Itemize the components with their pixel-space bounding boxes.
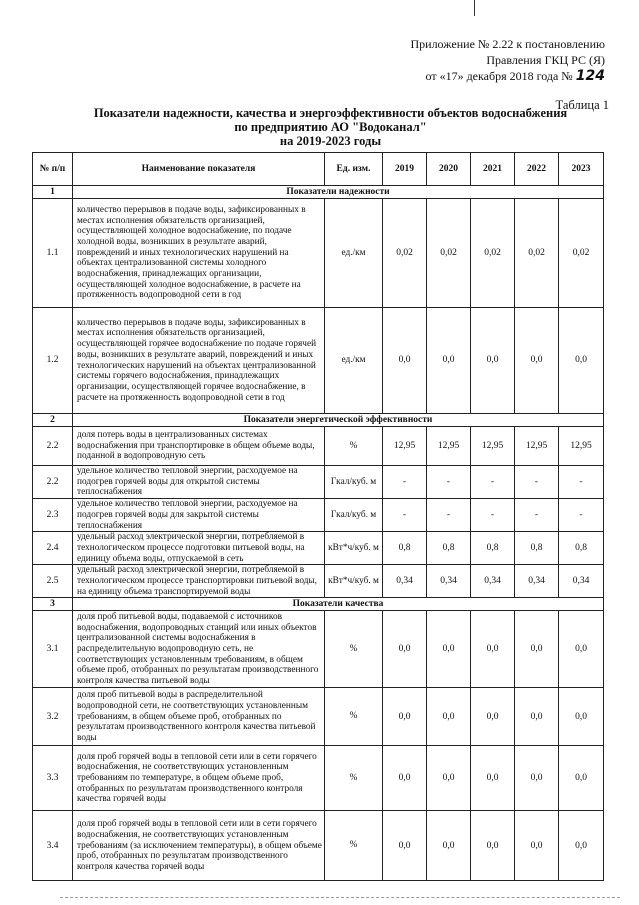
row-number: 3.1 xyxy=(33,611,73,688)
table-row xyxy=(33,688,604,746)
indicator-name: доля потерь воды в централизованных системах водоснабжения при транспортировке в общем объеме воды, поданной в водопроводную сеть xyxy=(73,427,325,466)
indicator-unit: ед./км xyxy=(325,308,383,414)
document-header xyxy=(410,36,605,84)
indicator-value: 0,0 xyxy=(471,308,515,414)
indicator-value: - xyxy=(427,499,471,532)
indicator-value: 0,0 xyxy=(383,688,427,746)
indicator-value: 0,0 xyxy=(471,688,515,746)
row-number: 2.5 xyxy=(33,565,73,598)
table-row xyxy=(33,532,604,565)
indicator-value: 0,0 xyxy=(559,688,604,746)
indicator-value: - xyxy=(559,499,604,532)
indicator-name: доля проб питьевой воды в распределительной водопроводной сети, не соответствующих установленным требованиям, в общем объеме проб, отобранных по результатам производственного контроля качества питьевой воды xyxy=(73,688,325,746)
indicator-value: 12,95 xyxy=(515,427,559,466)
indicator-value: 0,0 xyxy=(383,811,427,881)
section-number: 1 xyxy=(33,186,73,199)
indicator-value: 0,8 xyxy=(383,532,427,565)
table-body xyxy=(33,186,604,881)
indicator-value: 0,0 xyxy=(427,811,471,881)
indicator-value: 0,8 xyxy=(559,532,604,565)
section-number: 2 xyxy=(33,414,73,427)
indicator-value: - xyxy=(515,466,559,499)
indicator-value: 0,34 xyxy=(515,565,559,598)
header-line-3 xyxy=(410,68,605,84)
table-row xyxy=(33,746,604,811)
row-number: 2.3 xyxy=(33,499,73,532)
col-header-year: 2021 xyxy=(471,153,515,186)
indicator-name: количество перерывов в подаче воды, зафиксированных в местах исполнения обязательств организацией, осуществляющей горячее водоснабжение по подаче горячей воды, возникших в результате аварий, повреждений и иных технологических нарушений на объектах централизованной системы горячего водоснабжения, принадлежащих организации, осуществляющей горячее водоснабжение, в расчете на протяженность водопроводной сети в год xyxy=(73,308,325,414)
indicator-value: 0,0 xyxy=(383,746,427,811)
indicator-unit: % xyxy=(325,811,383,881)
table-header-row xyxy=(33,153,604,186)
indicator-value: 0,0 xyxy=(427,308,471,414)
col-header-year: 2019 xyxy=(383,153,427,186)
row-number: 1.1 xyxy=(33,199,73,308)
section-row xyxy=(33,414,604,427)
indicator-value: 0,0 xyxy=(427,746,471,811)
indicator-value: 0,0 xyxy=(383,611,427,688)
row-number: 2.4 xyxy=(33,532,73,565)
table-label: Таблица 1 xyxy=(555,98,609,112)
indicator-value: 12,95 xyxy=(427,427,471,466)
table-row xyxy=(33,565,604,598)
indicator-value: 0,34 xyxy=(471,565,515,598)
indicator-unit: % xyxy=(325,427,383,466)
indicator-name: удельное количество тепловой энергии, расходуемое на подогрев горячей воды для открытой системы теплоснабжения xyxy=(73,466,325,499)
indicator-value: 0,0 xyxy=(515,688,559,746)
indicator-value: 0,0 xyxy=(559,308,604,414)
indicator-value: 0,0 xyxy=(559,611,604,688)
indicator-value: 0,02 xyxy=(471,199,515,308)
table-row xyxy=(33,466,604,499)
title-line-1: Показатели надежности, качества и энергоэффективности объектов водоснабжения xyxy=(93,106,568,120)
section-title: Показатели качества xyxy=(73,598,604,611)
indicator-unit: ед./км xyxy=(325,199,383,308)
indicator-value: 12,95 xyxy=(383,427,427,466)
indicator-name: удельный расход электрической энергии, потребляемой в технологическом процессе подготовки питьевой воды, на единицу объема воды, отпускаемой в сеть xyxy=(73,532,325,565)
row-number: 2.2 xyxy=(33,466,73,499)
section-title: Показатели энергетической эффективности xyxy=(73,414,604,427)
indicator-unit: Гкал/куб. м xyxy=(325,466,383,499)
indicator-value: 0,02 xyxy=(427,199,471,308)
row-number: 3.3 xyxy=(33,746,73,811)
indicator-value: - xyxy=(515,499,559,532)
indicator-value: 0,0 xyxy=(515,811,559,881)
section-title: Показатели надежности xyxy=(73,186,604,199)
scan-mark xyxy=(474,0,475,16)
row-number: 3.2 xyxy=(33,688,73,746)
indicator-value: 0,0 xyxy=(427,611,471,688)
col-header-unit: Ед. изм. xyxy=(325,153,383,186)
col-header-year: 2022 xyxy=(515,153,559,186)
indicator-value: - xyxy=(559,466,604,499)
row-number: 1.2 xyxy=(33,308,73,414)
indicator-value: 0,8 xyxy=(515,532,559,565)
col-header-year: 2023 xyxy=(559,153,604,186)
header-line-2: Правления ГКЦ РС (Я) xyxy=(486,53,605,67)
indicator-value: 0,02 xyxy=(383,199,427,308)
indicator-name: количество перерывов в подаче воды, зафиксированных в местах исполнения обязательств организацией, осуществляющей холодное водоснабжение, по подаче холодной воды, возникших в результате аварий, повреждений и иных технологических нарушений на объектах централизованной системы холодного водоснабжения, принадлежащих организации, осуществляющей холодное водоснабжение, в расчете на протяженность водопроводной сети в год xyxy=(73,199,325,308)
indicator-value: 0,02 xyxy=(559,199,604,308)
title-line-3: на 2019-2023 годы xyxy=(279,134,382,148)
row-number: 3.4 xyxy=(33,811,73,881)
indicator-unit: % xyxy=(325,746,383,811)
indicator-value: 12,95 xyxy=(471,427,515,466)
indicator-value: 0,02 xyxy=(515,199,559,308)
indicator-name: доля проб питьевой воды, подаваемой с источников водоснабжения, водопроводных станций или иных объектов централизованной системы водоснабжения в распределительную водопроводную сеть, не соответствующих установленным требованиям, в общем объеме проб, отобранных по результатам производственного контроля качества питьевой воды xyxy=(73,611,325,688)
indicator-value: - xyxy=(383,499,427,532)
table-row xyxy=(33,199,604,308)
section-row xyxy=(33,598,604,611)
table-row xyxy=(33,308,604,414)
indicator-value: 0,0 xyxy=(559,811,604,881)
row-number: 2.2 xyxy=(33,427,73,466)
header-date: от «17» декабря 2018 года № xyxy=(425,69,573,83)
indicator-name: доля проб горячей воды в тепловой сети или в сети горячего водоснабжения, не соответствующих установленным требованиям по температуре, в общем объеме проб, отобранных по результатам производственного контроля качества горячей воды xyxy=(73,746,325,811)
section-row xyxy=(33,186,604,199)
col-header-num: № п/п xyxy=(33,153,73,186)
page-title xyxy=(58,106,603,148)
indicator-value: 0,34 xyxy=(383,565,427,598)
indicator-value: 0,8 xyxy=(427,532,471,565)
indicator-value: 0,0 xyxy=(471,746,515,811)
indicator-value: - xyxy=(427,466,471,499)
indicators-table xyxy=(32,152,604,881)
table-row xyxy=(33,611,604,688)
indicator-value: 0,8 xyxy=(471,532,515,565)
col-header-year: 2020 xyxy=(427,153,471,186)
indicator-unit: кВт*ч/куб. м xyxy=(325,565,383,598)
indicator-value: 0,0 xyxy=(471,811,515,881)
indicator-unit: кВт*ч/куб. м xyxy=(325,532,383,565)
table-row xyxy=(33,427,604,466)
indicator-value: - xyxy=(471,499,515,532)
indicator-name: удельное количество тепловой энергии, расходуемое на подогрев горячей воды для закрытой системы теплоснабжения xyxy=(73,499,325,532)
indicator-value: 0,0 xyxy=(427,688,471,746)
indicator-value: 0,0 xyxy=(559,746,604,811)
section-number: 3 xyxy=(33,598,73,611)
page-bottom-line xyxy=(60,897,620,898)
handwritten-number: 124 xyxy=(575,68,605,84)
indicator-value: - xyxy=(383,466,427,499)
indicator-unit: % xyxy=(325,688,383,746)
indicator-unit: Гкал/куб. м xyxy=(325,499,383,532)
indicator-value: - xyxy=(471,466,515,499)
indicator-name: доля проб горячей воды в тепловой сети или в сети горячего водоснабжения, не соответствующих установленным требованиям (за исключением температуры), в общем объеме проб, отобранных по результатам производственного контроля качества горячей воды xyxy=(73,811,325,881)
indicator-name: удельный расход электрической энергии, потребляемой в технологическом процессе транспортировки питьевой воды, на единицу объема транспортируемой воды xyxy=(73,565,325,598)
indicator-value: 0,0 xyxy=(471,611,515,688)
indicator-value: 0,0 xyxy=(515,611,559,688)
col-header-name: Наименование показателя xyxy=(73,153,325,186)
header-line-1: Приложение № 2.22 к постановлению xyxy=(410,37,605,51)
title-line-2: по предприятию АО "Водоканал" xyxy=(234,120,427,134)
indicator-value: 0,34 xyxy=(559,565,604,598)
table-row xyxy=(33,499,604,532)
indicator-value: 0,34 xyxy=(427,565,471,598)
indicator-value: 12,95 xyxy=(559,427,604,466)
indicator-value: 0,0 xyxy=(515,746,559,811)
table-row xyxy=(33,811,604,881)
indicator-unit: % xyxy=(325,611,383,688)
indicator-value: 0,0 xyxy=(515,308,559,414)
indicator-value: 0,0 xyxy=(383,308,427,414)
